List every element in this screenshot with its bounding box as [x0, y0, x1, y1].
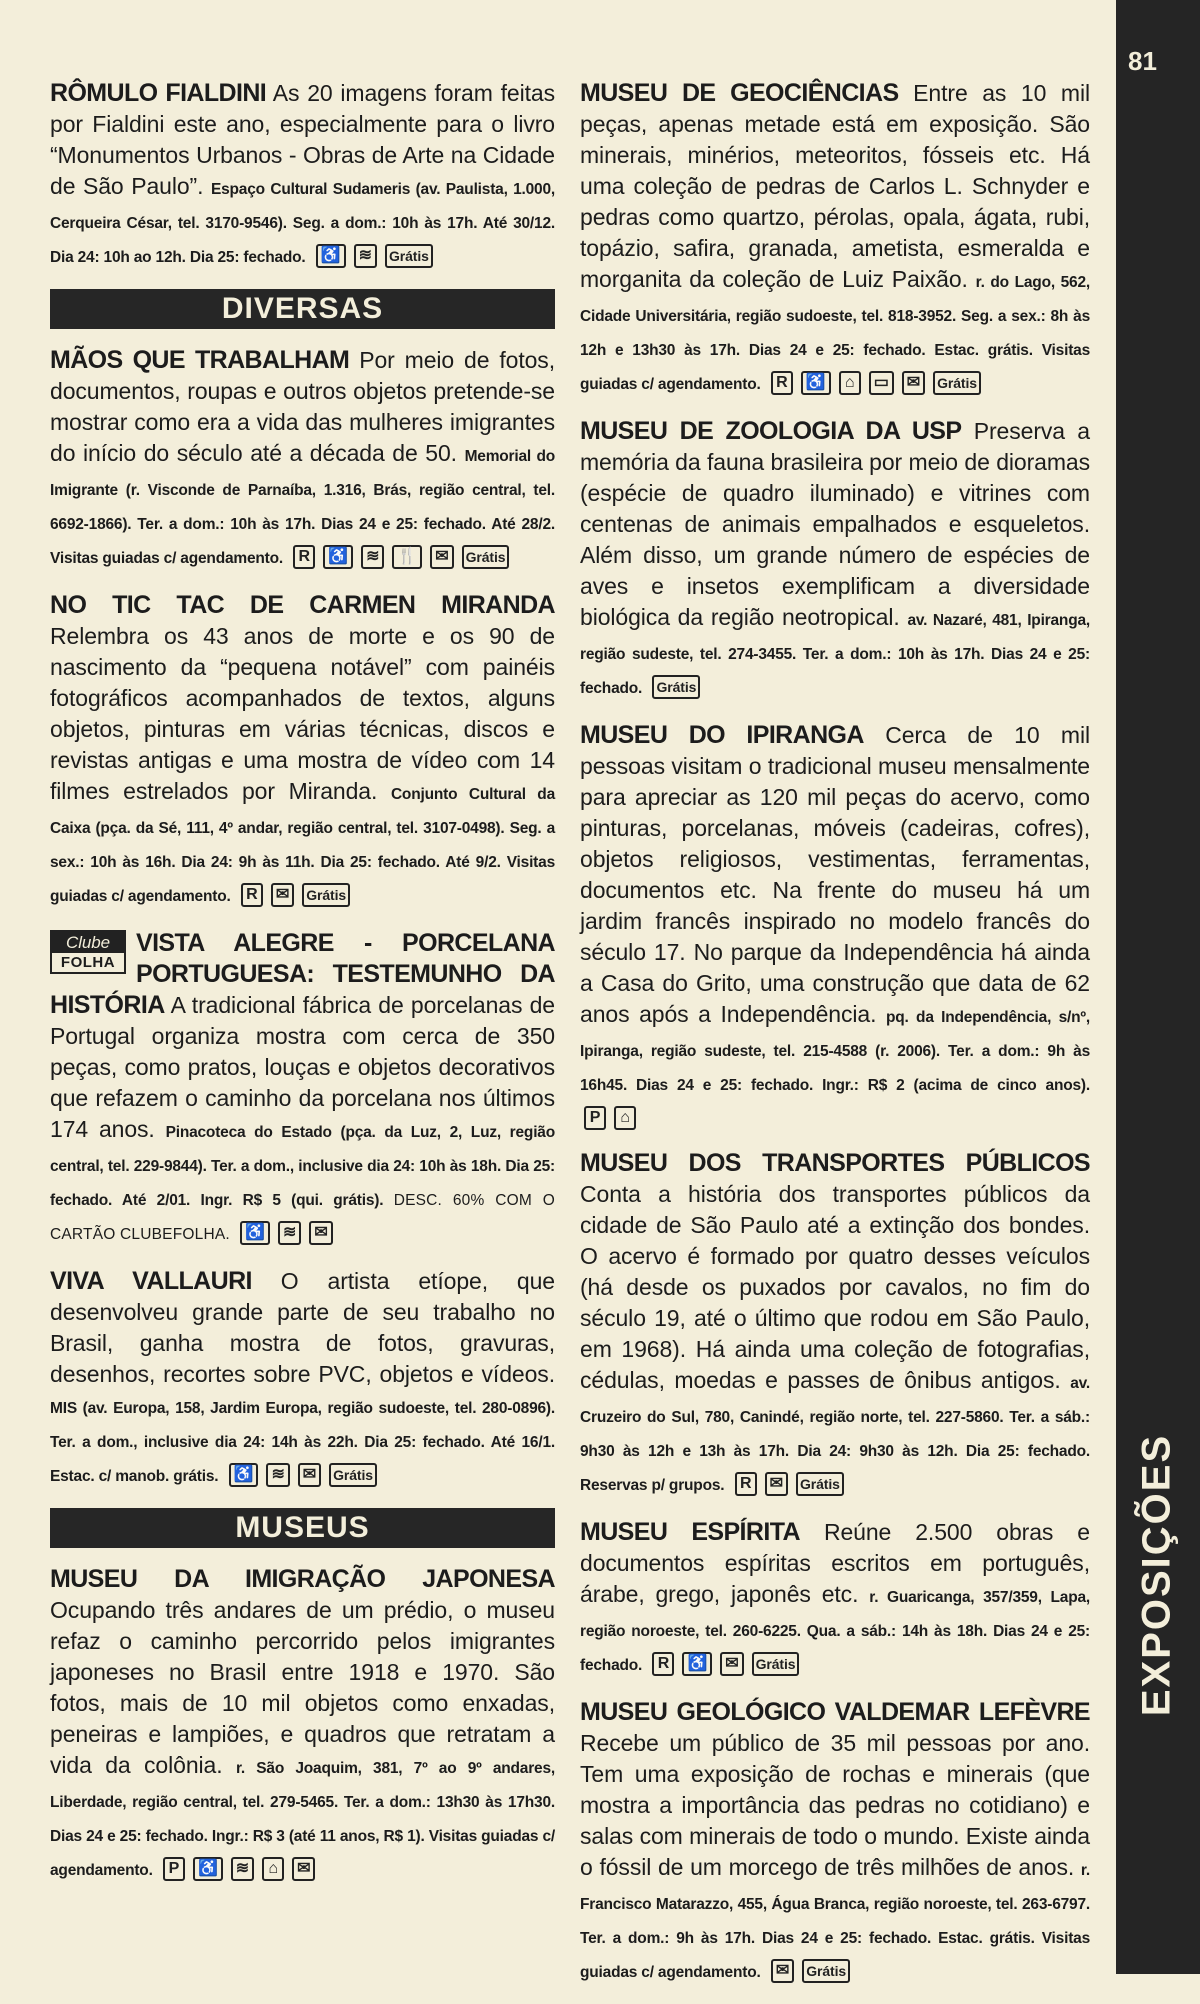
- hearing-icon: ≋: [361, 545, 384, 569]
- hearing-icon: ≋: [231, 1857, 254, 1881]
- restaurant-r-icon: R: [293, 545, 315, 569]
- listing-icons: [731, 1469, 848, 1495]
- listing-icons: [289, 542, 513, 568]
- listing-title: RÔMULO FIALDINI: [50, 79, 267, 107]
- listing-description: Ocupando três andares de um prédio, o museu refaz o caminho percorrido pelos imigrantes japoneses no Brasil entre 1918 e 1970. São fotos, mais de 10 mil objetos como enxadas, peneiras e lampiões, e quadros que retratam a vida da colônia.: [50, 1597, 555, 1778]
- section-header-diversas: DIVERSAS: [50, 289, 555, 329]
- listing-discount: DESC. 60% COM O CARTÃO CLUBEFOLHA.: [50, 1192, 555, 1243]
- letter-icon: ✉: [765, 1472, 788, 1496]
- gratis-icon: Grátis: [752, 1652, 800, 1676]
- listing-title: VIVA VALLAURI: [50, 1267, 252, 1295]
- listing-icons: [159, 1854, 319, 1880]
- listing-museu-ipiranga: [580, 720, 1090, 1132]
- gratis-icon: Grátis: [462, 545, 510, 569]
- food-icon: 🍴: [392, 545, 422, 569]
- listing-description: Relembra os 43 anos de morte e os 90 de nascimento da “pequena notável” com painéis fotográficos acompanhados de textos, alguns objetos, pinturas em várias técnicas, discos e revistas antigas e uma mostra de vídeo com 14 filmes estrelados por Miranda.: [50, 623, 555, 804]
- listing-museu-zoologia: [580, 416, 1090, 704]
- accessibility-icon: ♿: [323, 545, 353, 569]
- listing-icons: [225, 1460, 381, 1486]
- listing-description: Entre as 10 mil peças, apenas metade está em exposição. São minerais, minérios, meteoritos, fósseis etc. Há uma coleção de pedras de Carlos L. Schnyder e pedras como quartzo, pérolas, opala, ágata, rubi, topázio, safira, granada, ametista, esmeralda e morganita da coleção de Luiz Paixão.: [580, 80, 1090, 292]
- listing-title: NO TIC TAC DE CARMEN MIRANDA: [50, 591, 555, 619]
- listing-info: av. Cruzeiro do Sul, 780, Canindé, região norte, tel. 227-5860. Ter. a sáb.: 9h30 às 12h e 13h às 17h. Dia 24: 9h30 às 12h. Dia 25: fechado. Reservas p/ grupos.: [580, 1375, 1090, 1494]
- letter-icon: ✉: [430, 545, 453, 569]
- listing-description: A tradicional fábrica de porcelanas de Portugal organiza mostra com cerca de 350 peças, como pratos, louças e objetos decorativos que refazem o caminho da porcelana nos últimos 174 anos.: [50, 992, 555, 1142]
- listing-title: MUSEU DA IMIGRAÇÃO JAPONESA: [50, 1565, 555, 1593]
- listing-description: As 20 imagens foram feitas por Fialdini este ano, especialmente para o livro “Monumentos Urbanos - Obras de Arte na Cidade de São Paulo”.: [50, 80, 555, 199]
- restaurant-r-icon: R: [771, 371, 793, 395]
- listing-description: Cerca de 10 mil pessoas visitam o tradicional museu mensalmente para apreciar as 120 mil peças do acervo, como pinturas, porcelanas, móveis (cadeiras, cofres), objetos religiosos, vestimentas, ferramentas, documentos etc. Na frente do museu há um jardim francês inspirado no modelo francês do século 17. No parque da Independência há ainda a Casa do Grito, uma construção que data de 62 anos após a Independência.: [580, 722, 1090, 1027]
- accessibility-icon: ♿: [193, 1857, 223, 1881]
- gratis-icon: Grátis: [329, 1463, 377, 1487]
- section-label-text: EXPOSIÇÕES: [1134, 1433, 1179, 1717]
- listing-info: pq. da Independência, s/nº, Ipiranga, região sudeste, tel. 215-4588 (r. 2006). Ter. a dom.: 9h às 16h45. Dias 24 e 25: fechado. Ingr.: R$ 2 (acima de cinco anos).: [580, 1009, 1090, 1094]
- restaurant-r-icon: R: [241, 883, 263, 907]
- listing-info: Conjunto Cultural da Caixa (pça. da Sé, 111, 4º andar, região central, tel. 3107-0498). Seg. a sex.: 10h às 16h. Dia 24: 9h às 11h. Dia 25: fechado. Até 9/2. Visitas guiadas c/ agendamento.: [50, 786, 555, 905]
- listing-info: MIS (av. Europa, 158, Jardim Europa, região sudoeste, tel. 280-0896). Ter. a dom., inclusive dia 24: 14h às 22h. Dia 25: fechado. Até 16/1. Estac. c/ manob. grátis.: [50, 1400, 555, 1485]
- listing-description: O artista etíope, que desenvolveu grande parte de seu trabalho no Brasil, ganha mostra de fotos, gravuras, desenhos, recortes sobre PVC, objetos e vídeos.: [50, 1268, 555, 1387]
- listing-museu-geologico: [580, 1697, 1090, 1988]
- gratis-icon: Grátis: [302, 883, 350, 907]
- listing-museu-espirita: [580, 1517, 1090, 1681]
- accessibility-icon: ♿: [801, 371, 831, 395]
- hearing-icon: ≋: [266, 1463, 289, 1487]
- listing-title: MUSEU ESPÍRITA: [580, 1518, 800, 1546]
- gratis-icon: Grátis: [933, 371, 981, 395]
- listing-info: r. São Joaquim, 381, 7º ao 9º andares, Liberdade, região central, tel. 279-5465. Ter. a dom.: 13h30 às 17h30. Dias 24 e 25: fechado. Ingr.: R$ 3 (até 11 anos, R$ 1). Visitas guiadas c/ agendamento.: [50, 1760, 555, 1879]
- listing-museu-geociencias: [580, 78, 1090, 400]
- listing-icons: [236, 1218, 336, 1244]
- listing-icons: [648, 672, 704, 698]
- museum-icon: ⌂: [839, 371, 861, 395]
- museum-icon: ⌂: [262, 1857, 284, 1881]
- museum-icon: ⌂: [614, 1106, 636, 1130]
- clubefolha-logo: Clube FOLHA: [50, 930, 126, 974]
- page-number: 81: [1128, 46, 1157, 76]
- listing-title: MUSEU DO IPIRANGA: [580, 721, 864, 749]
- letter-icon: ✉: [720, 1652, 743, 1676]
- restaurant-r-icon: R: [735, 1472, 757, 1496]
- listing-description: Recebe um público de 35 mil pessoas por ano. Tem uma exposição de rochas e minerais (que mostra a importância das pedras no cotidiano) e salas com minerais de todo o mundo. Existe ainda o fóssil de um morcego de três milhões de anos.: [580, 1730, 1090, 1880]
- letter-icon: ✉: [292, 1857, 315, 1881]
- gratis-icon: Grátis: [802, 1959, 850, 1983]
- hearing-icon: ≋: [354, 244, 377, 268]
- listing-info: r. Francisco Matarazzo, 455, Água Branca, região noroeste, tel. 263-6797. Ter. a dom.: 9h às 17h. Dias 24 e 25: fechado. Estac. grátis. Visitas guiadas c/ agendamento.: [580, 1862, 1090, 1981]
- listing-romulo-fialdini: [50, 78, 555, 273]
- letter-icon: ✉: [298, 1463, 321, 1487]
- listing-description: Preserva a memória da fauna brasileira por meio de dioramas (espécie de quadro iluminado) e vitrines com centenas de animais empalhados e esqueletos. Além disso, um grande número de espécies de aves e insetos exemplificam a diversidade biológica da região neotropical.: [580, 418, 1090, 630]
- listing-icons: [312, 241, 437, 267]
- listing-title: MUSEU GEOLÓGICO VALDEMAR LEFÈVRE: [580, 1698, 1090, 1726]
- left-column: [50, 78, 555, 1902]
- listing-info: Espaço Cultural Sudameris (av. Paulista, 1.000, Cerqueira César, tel. 3170-9546). Seg. a dom.: 10h às 17h. Até 30/12. Dia 24: 10h ao 12h. Dia 25: fechado.: [50, 181, 555, 266]
- accessibility-icon: ♿: [229, 1463, 259, 1487]
- letter-icon: ✉: [271, 883, 294, 907]
- section-header-museus: MUSEUS: [50, 1508, 555, 1548]
- parking-icon: P: [163, 1857, 185, 1881]
- right-column: [580, 78, 1090, 2004]
- listing-icons: [648, 1649, 803, 1675]
- listing-icons: [767, 1956, 854, 1982]
- listing-maos-que-trabalham: [50, 345, 555, 574]
- listing-info: av. Nazaré, 481, Ipiranga, região sudeste, tel. 274-3455. Ter. a dom.: 10h às 17h. Dias 24 e 25: fechado.: [580, 612, 1090, 697]
- letter-icon: ✉: [902, 371, 925, 395]
- listing-icons: [237, 880, 354, 906]
- accessibility-icon: ♿: [316, 244, 346, 268]
- parking-icon: P: [584, 1106, 606, 1130]
- hearing-icon: ≋: [278, 1221, 301, 1245]
- listing-carmen-miranda: [50, 590, 555, 912]
- listing-viva-vallauri: [50, 1266, 555, 1492]
- listing-icons: [767, 368, 985, 394]
- photo-icon: ▭: [869, 371, 894, 395]
- listing-museu-imigracao-japonesa: [50, 1564, 555, 1886]
- listing-info: Pinacoteca do Estado (pça. da Luz, 2, Luz, região central, tel. 229-9844). Ter. a dom., inclusive dia 24: 10h às 18h. Dia 25: fechado. Até 2/01. Ingr. R$ 5 (qui. grátis).: [50, 1124, 555, 1209]
- listing-icons: [580, 1103, 640, 1129]
- accessibility-icon: ♿: [240, 1221, 270, 1245]
- listing-info: r. Guaricanga, 357/359, Lapa, região noroeste, tel. 260-6225. Qua. a sáb.: 14h às 18h. Dias 24 e 25: fechado.: [580, 1589, 1090, 1674]
- letter-icon: ✉: [771, 1959, 794, 1983]
- listing-title: MUSEU DE ZOOLOGIA DA USP: [580, 417, 962, 445]
- listing-title: MÃOS QUE TRABALHAM: [50, 346, 350, 374]
- listing-title: VISTA ALEGRE - PORCELANA PORTUGUESA: TESTEMUNHO DA HISTÓRIA: [50, 929, 555, 1019]
- listing-description: Por meio de fotos, documentos, roupas e outros objetos pretende-se mostrar como era a vida das mulheres imigrantes do início do século até a década de 50.: [50, 347, 555, 466]
- listing-vista-alegre: [50, 928, 555, 1250]
- gratis-icon: Grátis: [796, 1472, 844, 1496]
- listing-info: Memorial do Imigrante (r. Visconde de Parnaíba, 1.316, Brás, região central, tel. 6692-1866). Ter. a dom.: 10h às 17h. Dias 24 e 25: fechado. Até 28/2. Visitas guiadas c/ agendamento.: [50, 448, 555, 567]
- gratis-icon: Grátis: [385, 244, 433, 268]
- listing-title: MUSEU DOS TRANSPORTES PÚBLICOS: [580, 1149, 1090, 1177]
- letter-icon: ✉: [309, 1221, 332, 1245]
- restaurant-r-icon: R: [652, 1652, 674, 1676]
- listing-description: Conta a história dos transportes públicos da cidade de São Paulo até a extinção dos bondes. O acervo é formado por quatro desses veículos (há desde os puxados por cavalos, no fim do século 19, até o último que rodou em São Paulo, em 1968). Há ainda uma coleção de fotografias, cédulas, moedas e passes de ônibus antigos.: [580, 1181, 1090, 1393]
- listing-description: Reúne 2.500 obras e documentos espíritas escritos em português, árabe, grego, japonês etc.: [580, 1519, 1091, 1607]
- accessibility-icon: ♿: [682, 1652, 712, 1676]
- listing-museu-transportes: [580, 1148, 1090, 1501]
- gratis-icon: Grátis: [652, 675, 700, 699]
- section-sidebar-label: [1102, 1365, 1200, 1785]
- listing-title: MUSEU DE GEOCIÊNCIAS: [580, 79, 899, 107]
- listing-info: r. do Lago, 562, Cidade Universitária, região sudoeste, tel. 818-3952. Seg. a sex.: 8h às 12h e 13h30 às 17h. Dias 24 e 25: fechado. Estac. grátis. Visitas guiadas c/ agendamento.: [580, 274, 1090, 393]
